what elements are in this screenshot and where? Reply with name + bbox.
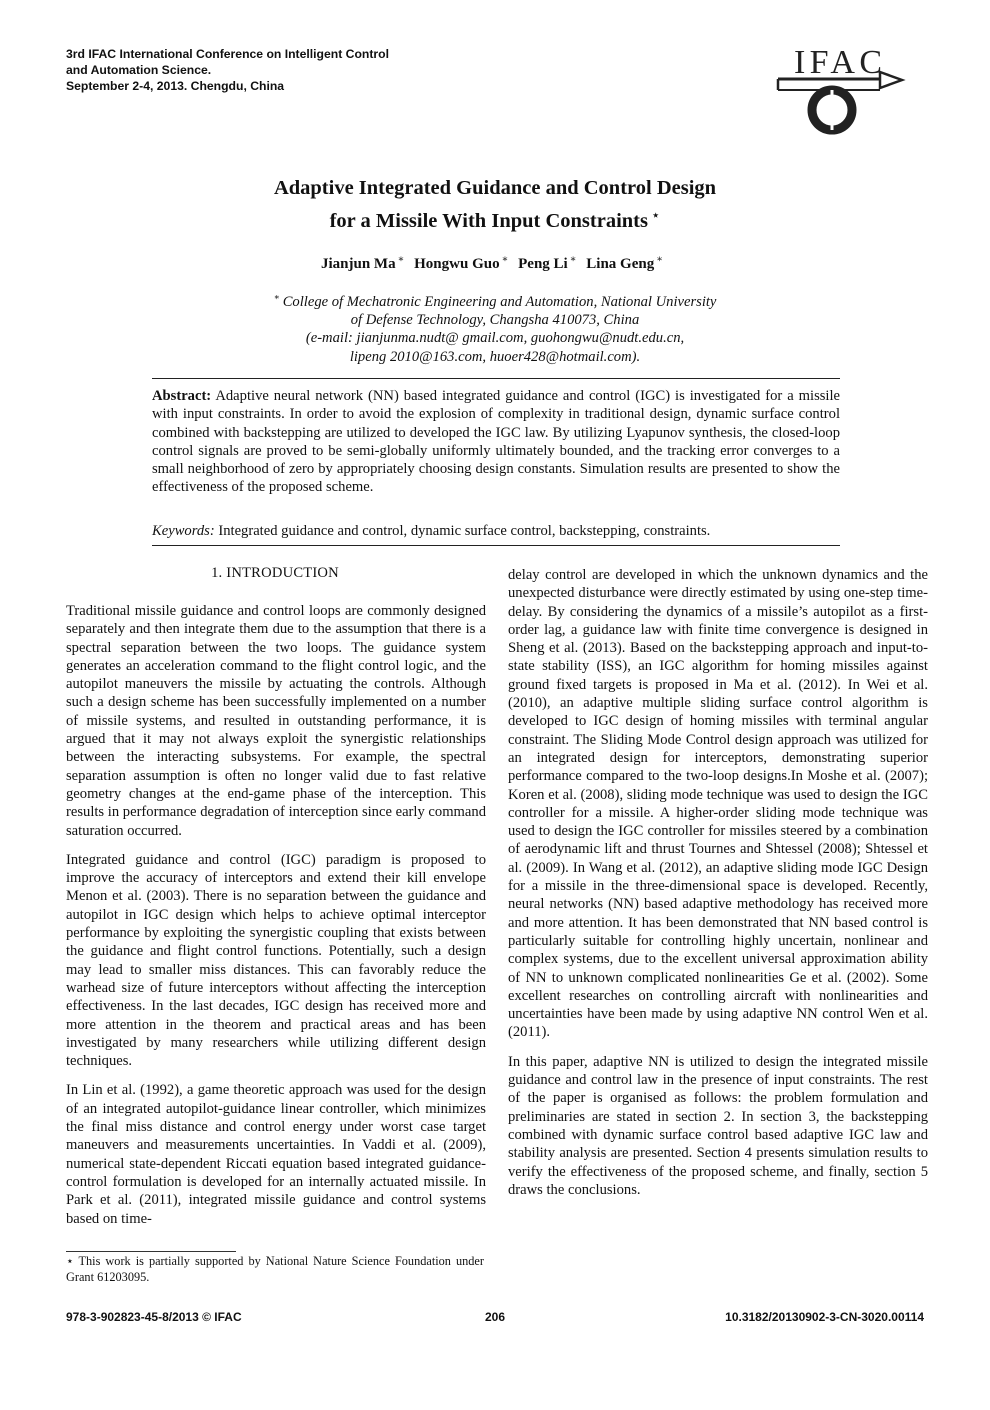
affiliation-line-3: (e-mail: jianjunma.nudt@ gmail.com, guohongwu@nudt.edu.cn,: [305, 330, 685, 347]
abstract-bottom-rule: [152, 545, 840, 546]
footnote-text: This work is partially supported by National Nature Science Foundation under Grant 61203095.: [66, 1254, 484, 1284]
footer-page-number: 206: [484, 1310, 506, 1324]
title-line-2: for a Missile With Input Constraints: [329, 210, 648, 232]
affiliation-line-4: lipeng 2010@163.com, huoer428@hotmail.com).: [349, 348, 641, 365]
affiliation: [150, 288, 840, 366]
conference-line-3: September 2-4, 2013. Chengdu, China: [66, 79, 285, 93]
affiliation-line-1: College of Mechatronic Engineering and Automation, National University: [282, 293, 717, 310]
author-mark: ∗: [569, 254, 577, 265]
author-list: [150, 250, 840, 274]
conference-line-2: and Automation Science.: [66, 63, 212, 77]
keywords-label: Keywords:: [152, 523, 215, 539]
ifac-logo-icon: [776, 40, 906, 136]
abstract-top-rule: [152, 378, 840, 379]
author-name: Peng Li: [518, 256, 568, 272]
author-mark: ∗: [397, 254, 405, 265]
paper-title: [150, 174, 840, 235]
paragraph: In Lin et al. (1992), a game theoretic approach was used for the design of an integrated autopilot-guidance linear controller, which minimizes the final miss distance and control energy under worst case target maneuvers and measurements uncertainties. In Vaddi et al. (2009), numerical state-dependent Riccati equation based integrated guidance-control formulation is developed for an internally actuated missile. In Park et al. (2011), integrated missile guidance and control systems based on time-: [66, 1082, 486, 1227]
paragraph: Traditional missile guidance and control loops are commonly designed separately and then integrate them due to the assumption that there is a spectral separation between the two loops. The guidance system generates an acceleration command to the flight control logic, and the autopilot maneuvers the missile by actuating the controls. Although such a design scheme has been successfully implemented on a number of missile systems, and resulted in outstanding performance, it is argued that it may not always exploit the synergistic relationships between the interacting subsystems. For example, the spectral separation assumption is often no longer valid due to fast relative geometry changes at the end-game phase of the interception. This results in performance degradation of interception since early command saturation occurred.: [66, 603, 486, 839]
abstract-text: Adaptive neural network (NN) based integrated guidance and control (IGC) is investigated for a missile with input constraints. In order to avoid the explosion of complexity in traditional design, dynamic surface control combined with backstepping are utilized to developed the IGC law. By utilizing Lyapunov synthesis, the closed-loop control signals are proved to be semi-globally uniformly ultimately bounded, and the tracking error converges to a small neighborhood of zero by appropriately choosing design constants. Simulation results are presented to show the effectiveness of the proposed scheme.: [152, 388, 841, 496]
footnote: [66, 1254, 484, 1285]
affiliation-line-1-wrap: [150, 288, 840, 311]
keywords-text: Integrated guidance and control, dynamic surface control, backstepping, constraints.: [218, 523, 711, 539]
conference-line-1: 3rd IFAC International Conference on Intelligent Control: [66, 47, 389, 61]
abstract: [152, 387, 840, 497]
title-line-1: Adaptive Integrated Guidance and Control Design: [273, 177, 717, 199]
footnote-mark: ⋆: [66, 1254, 74, 1268]
paragraph: In this paper, adaptive NN is utilized to design the integrated missile guidance and control law in the presence of input constraints. The rest of the paper is organised as follows: the problem formulation and preliminaries are stated in section 2. In section 3, the backstepping combined with dynamic surface control based adaptive IGC law and stability analysis are presented. Section 4 presents simulation results to verify the effectiveness of the proposed scheme, and finally, section 5 draws the conclusions.: [508, 1053, 928, 1198]
author-mark: ∗: [501, 254, 509, 265]
footer-isbn: 978-3-902823-45-8/2013 © IFAC: [66, 1310, 242, 1324]
keywords: [152, 522, 840, 540]
abstract-label: Abstract:: [152, 388, 212, 404]
title-line-2-wrap: [150, 202, 840, 235]
section-heading: 1. INTRODUCTION: [211, 565, 339, 581]
author-name: Hongwu Guo: [414, 256, 500, 272]
right-column: [508, 566, 928, 1210]
author-mark: ∗: [656, 254, 664, 265]
ifac-logo-text: IFAC: [794, 44, 882, 81]
author-name: Jianjun Ma: [320, 256, 396, 272]
footer-doi: 10.3182/20130902-3-CN-3020.00114: [725, 1310, 924, 1324]
title-star-mark: ⋆: [650, 208, 661, 224]
footnote-rule: [66, 1251, 236, 1252]
paragraph: Integrated guidance and control (IGC) paradigm is proposed to improve the accuracy of interceptors and extend their kill envelope Menon et al. (2003). There is no separation between the guidance and autopilot in IGC design which helps to achieve optimal interceptor performance by exploiting the synergistic coupling that exists between the guidance and flight control functions. Potentially, such a design may lead to smaller miss distances. This can favorably reduce the warhead size of future interceptors without affecting the interception effectiveness. In the last decades, IGC design has received more and more attention in the theorem and practical areas and has been investigated by many researchers while utilizing different design techniques.: [66, 851, 486, 1070]
affiliation-mark: ∗: [273, 292, 280, 302]
affiliation-line-2: of Defense Technology, Changsha 410073, China: [350, 312, 640, 329]
author-name: Lina Geng: [586, 256, 655, 272]
conference-info: [66, 46, 389, 94]
paragraph: delay control are developed in which the unknown dynamics and the unexpected disturbance were directly estimated by using one-step time-delay. By considering the dynamics of a missile’s autopilot as a first-order lag, a guidance law with finite time convergence is designed in Sheng et al. (2013). Based on the backstepping approach and input-to-state stability (ISS), an IGC algorithm for homing missiles against ground fixed targets is proposed in Ma et al. (2012). In Wei et al. (2010), an adaptive multiple sliding surface control algorithm is developed to IGC design of homing missiles with terminal angular constraint. The Sliding Mode Control design approach was utilized for an integrated design for interceptors, demonstrating superior performance compared to the two-loop designs.In Moshe et al. (2007); Koren et al. (2008), sliding mode technique was used to design the IGC controller for a missile. A higher-order sliding mode technique was used to design the IGC controller for missiles steered by a combination of aerodynamic lift and thrust Tournes and Shtessel (2008); Shtessel et al. (2009). In Wang et al. (2012), an adaptive sliding mode IGC Design for a missile in the three-dimensional space is developed. Recently, neural networks (NN) based adaptive methodology has received more and more attention. It has been demonstrated that NN based control is particularly suitable for controlling highly uncertain, nonlinear and complex systems, due to the excellent universal approximation ability of NN to unknown complicated nonlinearities Ge et al. (2002). Some excellent researches on controlling aircraft with nonlinearities and uncertainties have been made by using adaptive NN control Wen et al. (2011).: [508, 567, 928, 1041]
left-column: [66, 602, 486, 1239]
